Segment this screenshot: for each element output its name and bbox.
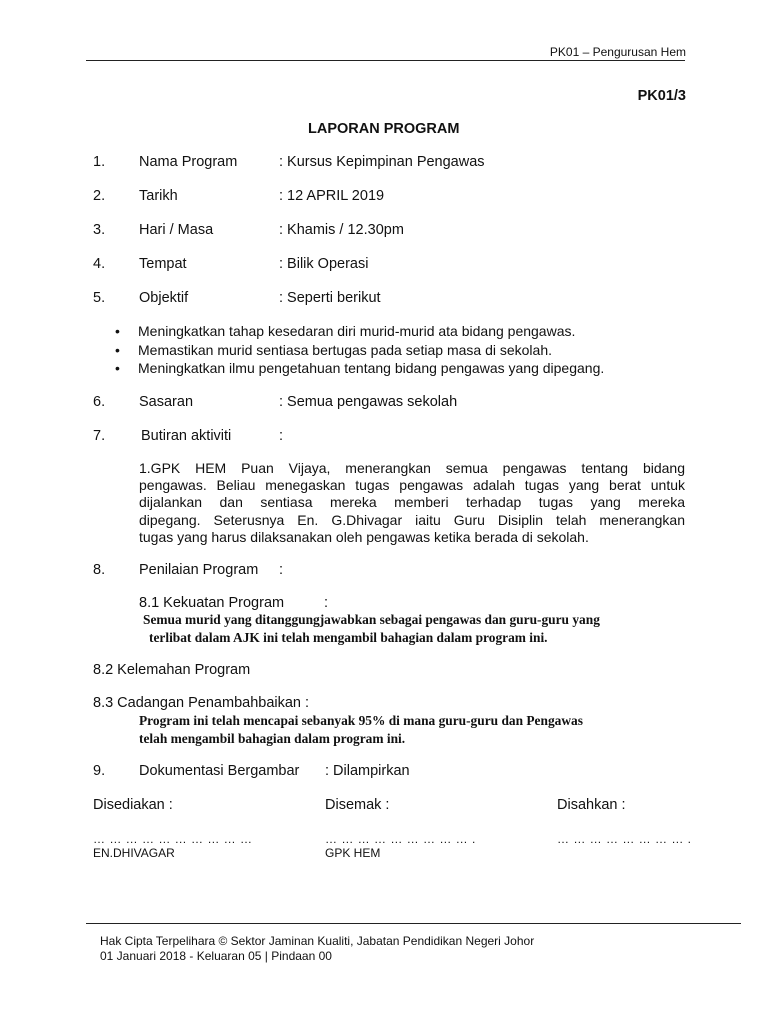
- footer-rule: [86, 923, 741, 924]
- signature-name: EN.DHIVAGAR: [93, 846, 175, 860]
- signature-line: … … … … … … … … … …: [93, 832, 253, 846]
- footer-copyright: Hak Cipta Terpelihara © Sektor Jaminan Kualiti, Jabatan Pendidikan Negeri Johor: [100, 934, 535, 948]
- field-value: : 12 APRIL 2019: [279, 188, 385, 204]
- field-number: 8.: [93, 562, 106, 578]
- field-value: : Kursus Kepimpinan Pengawas: [279, 154, 485, 170]
- signature-role: Disemak :: [325, 797, 390, 813]
- cadangan-line: telah mengambil bahagian dalam program ini.: [139, 731, 406, 746]
- list-item: • Meningkatkan ilmu pengetahuan tentang bidang pengawas yang dipegang.: [113, 359, 604, 378]
- footer-revision: 01 Januari 2018 - Keluaran 05 | Pindaan 00: [100, 949, 332, 963]
- field-number: 9.: [93, 763, 106, 779]
- signature-line: … … … … … … … … .: [557, 832, 692, 846]
- paragraph-line: dijalankan dan sentiasa mereka memberi terhadap tugas yang mereka: [139, 494, 685, 511]
- field-number: 5.: [93, 290, 106, 306]
- kekuatan-line: terlibat dalam AJK ini telah mengambil bahagian dalam program ini.: [149, 630, 548, 645]
- cadangan-line: Program ini telah mencapai sebanyak 95% di mana guru-guru dan Pengawas: [139, 713, 583, 728]
- kekuatan-line: Semua murid yang ditanggungjawabkan sebagai pengawas dan guru-guru yang: [143, 612, 600, 627]
- field-label: Tarikh: [139, 188, 178, 204]
- signature-line: … … … … … … … … … .: [325, 832, 476, 846]
- field-label: Nama Program: [139, 154, 238, 170]
- field-number: 2.: [93, 188, 106, 204]
- field-number: 3.: [93, 222, 106, 238]
- signature-name: GPK HEM: [325, 846, 381, 860]
- objectives-list: [113, 322, 604, 378]
- header-rule: [86, 60, 685, 61]
- signature-role: Disediakan :: [93, 797, 173, 813]
- paragraph-line: 1.GPK HEM Puan Vijaya, menerangkan semua pengawas tentang bidang: [139, 460, 685, 476]
- form-code: PK01/3: [637, 88, 686, 104]
- paragraph-line: tugas yang harus dilaksanakan oleh pengawas ketika berada di sekolah.: [139, 528, 589, 545]
- header-doc-ref: PK01 – Pengurusan Hem: [549, 45, 686, 59]
- field-value: : Semua pengawas sekolah: [279, 394, 458, 410]
- list-item: • Meningkatkan tahap kesedaran diri murid-murid ata bidang pengawas.: [113, 322, 604, 341]
- field-number: 4.: [93, 256, 106, 272]
- field-number: 6.: [93, 394, 106, 410]
- signature-role: Disahkan :: [557, 797, 626, 813]
- field-colon: :: [279, 562, 284, 578]
- kekuatan-label: 8.1 Kekuatan Program: [139, 595, 285, 611]
- field-label: Dokumentasi Bergambar: [139, 763, 300, 779]
- field-number: 1.: [93, 154, 106, 170]
- field-number: 7.: [93, 428, 106, 444]
- field-value: : Seperti berikut: [279, 290, 381, 306]
- cadangan-label: 8.3 Cadangan Penambahbaikan :: [93, 695, 310, 711]
- field-label: Butiran aktiviti: [141, 428, 232, 444]
- list-item: • Memastikan murid sentiasa bertugas pada setiap masa di sekolah.: [113, 341, 604, 360]
- field-value: : Bilik Operasi: [279, 256, 369, 272]
- field-colon: :: [279, 428, 284, 444]
- kelemahan-label: 8.2 Kelemahan Program: [93, 662, 251, 678]
- paragraph-line: pengawas. Beliau menegaskan tugas pengawas adalah tugas yang berat untuk: [139, 477, 685, 494]
- field-label: Penilaian Program: [139, 562, 259, 578]
- paragraph-line: dipegang. Seterusnya En. G.Dhivagar iaitu Guru Disiplin telah menerangkan: [139, 511, 685, 528]
- field-label: Tempat: [139, 256, 187, 272]
- activity-description: [139, 460, 685, 546]
- field-label: Hari / Masa: [139, 222, 214, 238]
- field-label: Objektif: [139, 290, 189, 306]
- kekuatan-colon: :: [324, 595, 329, 611]
- field-label: Sasaran: [139, 394, 194, 410]
- field-value: : Khamis / 12.30pm: [279, 222, 404, 238]
- page-title: LAPORAN PROGRAM: [308, 121, 460, 137]
- field-value: : Dilampirkan: [325, 763, 410, 779]
